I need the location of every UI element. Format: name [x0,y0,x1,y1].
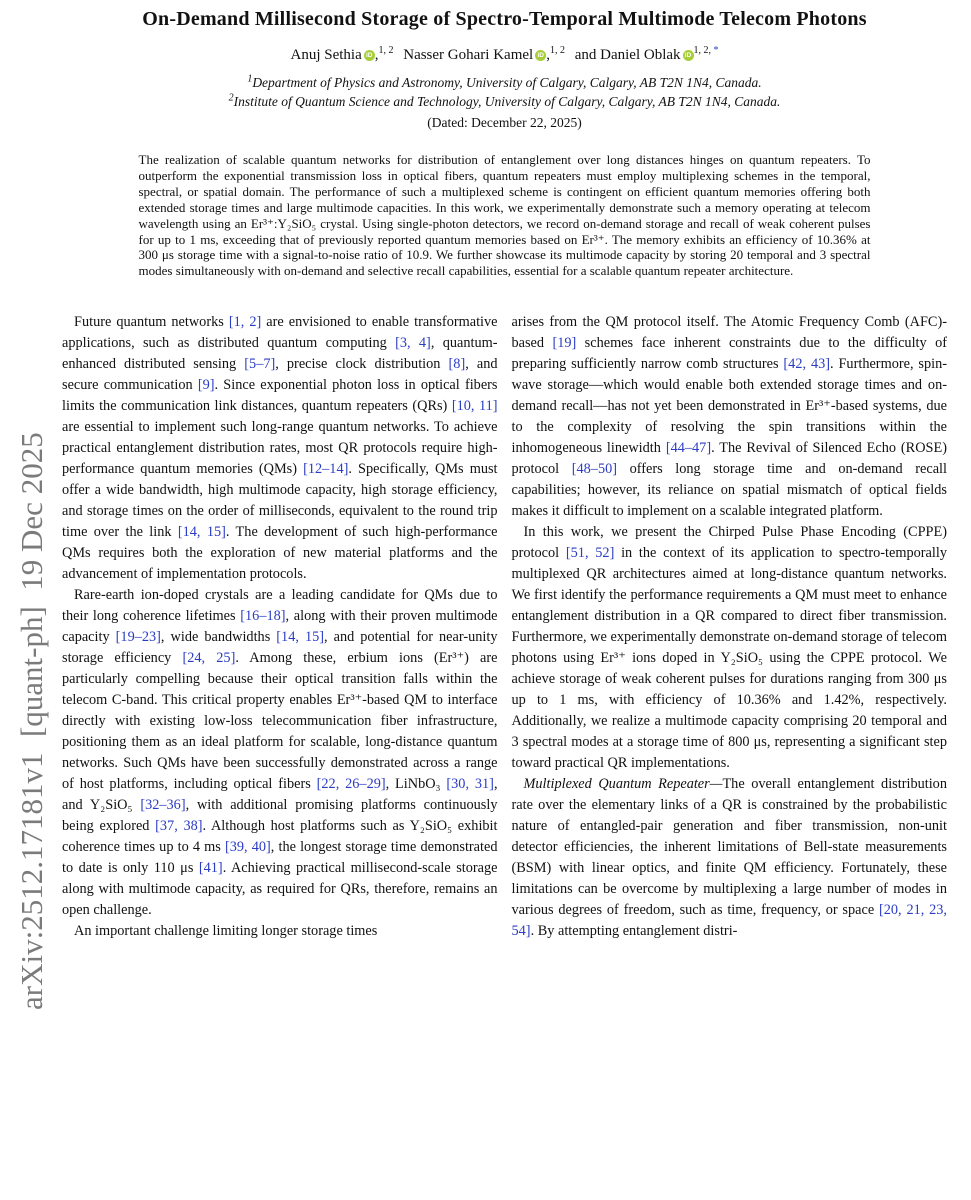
citation-link[interactable]: [41] [198,860,223,877]
citation-link[interactable]: [10, 11] [451,398,498,415]
affiliation-line [62,92,947,111]
author-separator: , [374,47,379,63]
author-name: Nasser Gohari Kamel [403,47,534,63]
affiliation-line [62,73,947,92]
citation-link[interactable]: [14, 15] [276,629,325,646]
column-right [512,312,948,942]
author-affiliation-sup: 1, 2, [693,45,714,56]
paragraph: Rare-earth ion-doped crystals are a leading candidate for QMs due to their long coherence lifetimes [16–18], along with their proven multimode capacity [19–23], wide bandwidths [14, 15], and potential for near-unity storage efficiency [24, 25]. Among these, erbium ions (Er³⁺) are particularly compelling because their optical transition falls within the telecom C-band. This critical property enables Er³⁺-based QM to interface directly with existing low-loss telecommunication fiber infrastructure, positioning them as an ideal platform for scalable, long-distance quantum networks. Such QMs have been successfully demonstrated across a range of host platforms, including optical fibers [22, 26–29], LiNbO₃ [30, 31], and Y₂SiO₅ [32–36], with additional promising platforms continuously being explored [37, 38]. Although host platforms such as Y₂SiO₅ exhibit coherence times up to 4 ms [39, 40], the longest storage time demonstrated to date is only 110 μs [41]. Achieving practical millisecond-scale storage along with multimode capacity, as required for QRs, therefore, remains an open challenge. [62,587,498,919]
citation-link[interactable]: [1, 2] [228,314,262,331]
author-name: Daniel Oblak [600,47,681,63]
orcid-icon[interactable]: iD [683,50,694,61]
citation-link[interactable]: [37, 38] [155,818,203,835]
affiliation-text: Institute of Quantum Science and Technology, University of Calgary, Calgary, AB T2N 1N4, Canada. [233,94,781,109]
paper-title: On-Demand Millisecond Storage of Spectro-Temporal Multimode Telecom Photons [142,8,867,30]
citation-link[interactable]: [9] [197,377,215,394]
citation-link[interactable]: [12–14] [303,461,349,478]
citation-link[interactable]: [32–36] [140,797,186,814]
citation-link[interactable]: [30, 31] [446,776,494,793]
two-column-body [62,312,947,942]
affiliation-number: 1 [247,73,253,85]
citation-link[interactable]: [42, 43] [783,356,831,373]
citation-link[interactable]: [16–18] [240,608,286,625]
paragraph: An important challenge limiting longer storage times [74,923,378,940]
author-name: Anuj Sethia [290,47,362,63]
author-affiliation-sup: 1, 2 [378,45,394,56]
orcid-icon[interactable]: iD [535,50,546,61]
author-separator: , [546,47,550,63]
paragraph: arises from the QM protocol itself. The Atomic Frequency Comb (AFC)-based [19] schemes face inherent constraints due to the difficulty of preparing sufficiently narrow comb structures [42, 43]. Furthermore, spin-wave storage—which would enable both extended storage times and on-demand recall—has not yet been demonstrated in Er³⁺-based systems, due to the complexity of resolving the spin transitions within the inhomogeneous linewidth [44–47]. The Revival of Silenced Echo (ROSE) protocol [48–50] offers long storage time and on-demand recall capabilities; however, its reliance on spatial mismatch of optical fields makes it difficult to implement on a scalable integrated platform. [511,314,948,520]
column-left [62,312,498,942]
citation-link[interactable]: [5–7] [244,356,276,373]
abstract: The realization of scalable quantum networks for distribution of entanglement over long distances hinges on quantum repeaters. To outperform the exponential transmission loss in optical fibers, quantum repeaters must employ multiplexing schemes in the temporal, spectral, or spatial domain. The performance of such a multiplexed scheme is contingent on efficient quantum memories offering both extended storage times and large multimode capacities. In this work, we experimentally demonstrate such a memory operating at telecom wavelength using an Er³⁺:Y₂SiO₅ crystal. Using single-photon detectors, we record on-demand storage and recall of weak coherent pulses for up to 1 ms, exceeding that of previously reported quantum memories based on Er³⁺. The memory exhibits an efficiency of 10.36% at 300 μs storage time with a signal-to-noise ratio of 10.9. We further showcase its multimode capacity by storing 20 temporal and 3 spectral modes simultaneously with on-demand and selective recall capabilities, essential for a scalable quantum repeater architecture. [138,152,871,279]
date-line: (Dated: December 22, 2025) [427,115,582,130]
author [575,47,719,63]
affiliation-number: 2 [228,92,234,104]
author [290,47,393,63]
citation-link[interactable]: [39, 40] [224,839,271,856]
paper-content [62,8,947,942]
affiliation-text: Department of Physics and Astronomy, University of Calgary, Calgary, AB T2N 1N4, Canada. [252,75,762,90]
citation-link[interactable]: [19] [552,335,577,352]
paragraph: Future quantum networks [1, 2] are envisioned to enable transformative applications, such as distributed quantum computing [3, 4], quantum-enhanced distributed sensing [5–7], precise clock distribution [8], and secure communication [9]. Since exponential photon loss in optical fibers limits the communication link distances, quantum repeaters (QRs) [10, 11] are essential to implement such long-range quantum networks. To achieve practical entanglement distribution rates, most QR protocols require high-performance quantum memories (QMs) [12–14]. Specifically, QMs must offer a wide bandwidth, high multimode capacity, high storage efficiency, and storage times on the order of milliseconds, equivalent to the round trip time over the link [14, 15]. The development of such high-performance QMs requires both the exploration of new material platforms and the advancement of implementation protocols. [62,314,498,583]
author-line [62,47,947,64]
paragraph: Multiplexed Quantum Repeater—The overall entanglement distribution rate over the elementary links of a QR is constrained by the probabilistic nature of entangled-pair generation and fiber transmission, non-unit detector efficiencies, the inherent limitations of Bell-state measurements (BSM) with linear optics, and finite QM efficiency. Fortunately, these limitations can be overcome by multiplexing a large number of modes in various degrees of freedom, such as time, frequency, or space [20, 21, 23, 54]. By attempting entanglement distri- [511,776,947,940]
citation-link[interactable]: [22, 26–29] [316,776,386,793]
affiliations [62,73,947,111]
citation-link[interactable]: [51, 52] [565,545,615,562]
arxiv-identifier-watermark: arXiv:2512.17181v1 [quant-ph] 19 Dec 2025 [14,432,49,1010]
paragraph: In this work, we present the Chirped Pulse Phase Encoding (CPPE) protocol [51, 52] in the context of its application to spectro-temporally multiplexed QR architectures aimed at long-distance quantum networks. We first identify the performance requirements a QM must meet to enhance entanglement distribution in a QR compared to direct fiber transmission. Furthermore, we experimentally demonstrate on-demand storage of telecom photons using Er³⁺ ions doped in Y₂SiO₅ using the CPPE protocol. We achieve storage of weak coherent pulses for durations ranging from 300 μs up to 1 ms, with efficiency of 10.36% and 1.42%, respectively. Additionally, we realize a multimode capacity comprising 20 temporal and 3 spectral modes at a storage time of 800 μs, representing a significant step toward practical QR implementations. [511,524,947,772]
citation-link[interactable]: [20, 21, 23, 54] [511,902,947,940]
paragraph-lead: Multiplexed Quantum Repeater— [523,776,723,793]
citation-link[interactable]: [14, 15] [177,524,226,541]
citation-link[interactable]: [8] [448,356,466,373]
author-affiliation-sup: 1, 2 [549,45,565,56]
author-prefix: and [574,47,601,63]
citation-link[interactable]: [48–50] [571,461,617,478]
citation-link[interactable]: [19–23] [115,629,161,646]
citation-link[interactable]: [3, 4] [395,335,431,352]
citation-link[interactable]: [44–47] [665,440,712,457]
citation-link[interactable]: [24, 25] [182,650,236,667]
orcid-icon[interactable]: iD [364,50,375,61]
author [403,47,565,63]
footnote-star-link[interactable]: * [713,45,719,56]
